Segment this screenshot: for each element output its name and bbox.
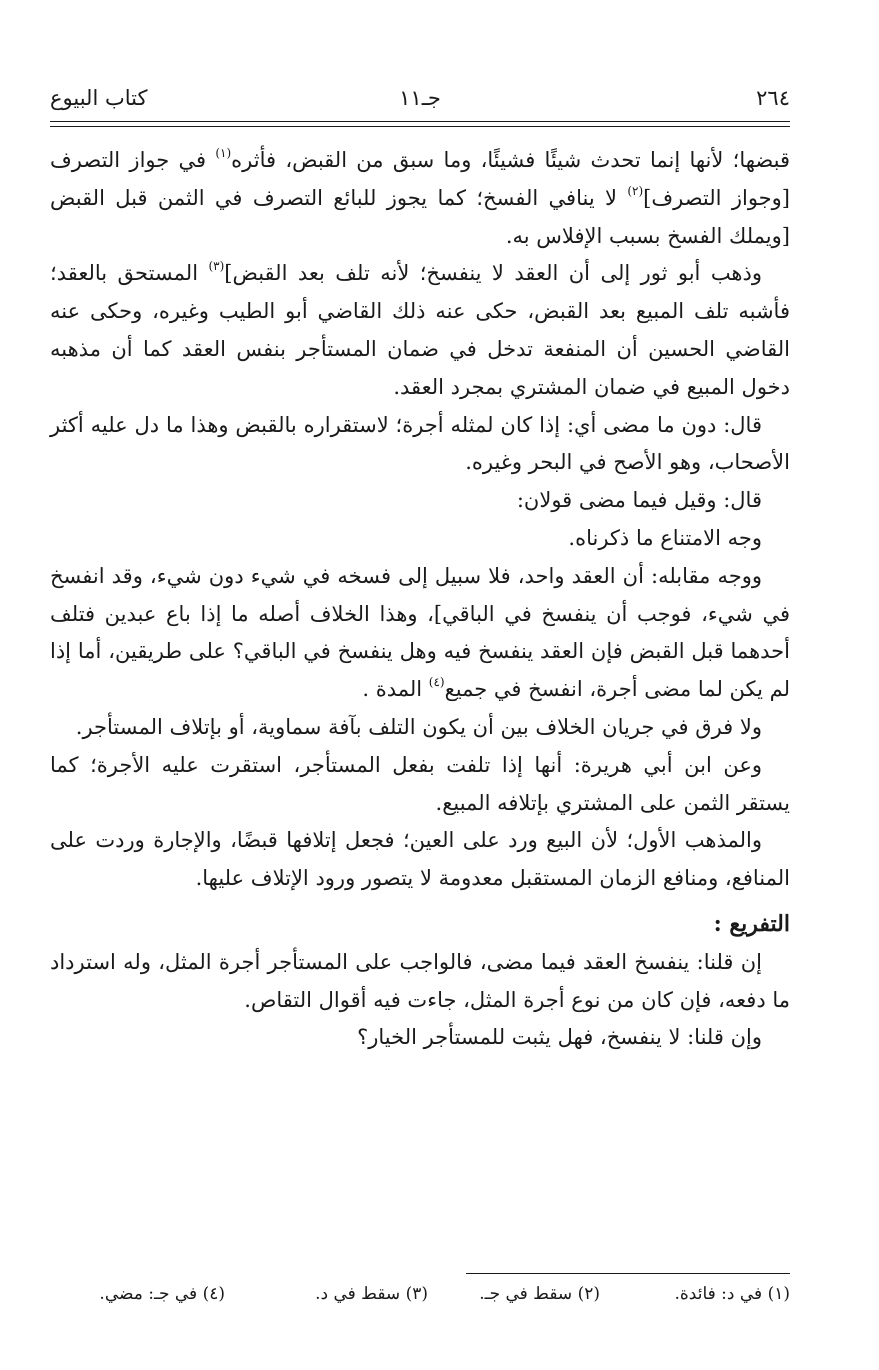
header-rule-bottom (50, 126, 790, 127)
paragraph-2: وذهب أبو ثور إلى أن العقد لا ينفسخ؛ لأنه تلف بعد القبض]$^{(٣)}$ المستحق بالعقد؛ فأشبه تلف المبيع بعد القبض، حكى عنه ذلك القاضي أبو الطيب وغيره، وحكى عنه القاضي الحسين أن المنفعة تدخل في ضمان المستأجر بنفس العقد كما أن مذهبه دخول المبيع في ضمان المشتري بمجرد العقد. (50, 259, 790, 399)
paragraph-3: قال: دون ما مضى أي: إذا كان لمثله أجرة؛ لاستقراره بالقبض وهذا ما دل عليه أكثر الأصحاب، وهو الأصح في البحر وغيره. (50, 412, 790, 475)
section-heading: التفريع : (713, 910, 790, 937)
paragraph-4: قال: وقيل فيما مضى قولان: (516, 488, 762, 513)
book-title: كتاب البيوع (50, 86, 148, 110)
footnote-ref-2: (٢) (627, 183, 644, 198)
paragraph-5: وجه الامتناع ما ذكرناه. (568, 525, 762, 550)
volume-label: جـ١١ (399, 86, 441, 110)
paragraph-8: وعن ابن أبي هريرة: أنها إذا تلفت بفعل المستأجر، استقرت عليه الأجرة؛ كما يستقر الثمن على المشتري بإتلافه المبيع. (50, 752, 790, 815)
paragraph-1: قبضها؛ لأنها إنما تحدث شيئًا فشيئًا، وما سبق من القبض، فأثره$^{(١)}$ في جواز التصرف [وجواز التصرف]$^{(٢)}$ لا ينافي الفسخ؛ كما يجوز للبائع التصرف في الثمن قبل القبض [ويملك الفسخ بسبب الإفلاس به. (50, 146, 790, 248)
paragraph-10: إن قلنا: ينفسخ العقد فيما مضى، فالواجب على المستأجر أجرة المثل، وله استرداد ما دفعه، فإن كان من نوع أجرة المثل، جاءت فيه أقوال التقاص. (50, 949, 790, 1012)
paragraph-7: ولا فرق في جريان الخلاف بين أن يكون التلف بآفة سماوية، أو بإتلاف المستأجر. (75, 714, 762, 739)
page-number: ٢٦٤ (756, 86, 790, 110)
footnote-ref-3: (٣) (208, 259, 225, 274)
footnote-3: (٣) سقط في د. (315, 1284, 428, 1304)
paragraph-9: والمذهب الأول؛ لأن البيع ورد على العين؛ فجعل إتلافها قبضًا، والإجارة وردت على المنافع، ومنافع الزمان المستقبل معدومة لا يتصور ورود الإتلاف عليها. (50, 828, 790, 891)
footnote-ref-1: (١) (215, 146, 232, 160)
header-rule-top (50, 121, 790, 122)
page-header (50, 86, 790, 116)
paragraph-6: ووجه مقابله: أن العقد واحد، فلا سبيل إلى فسخه في شيء دون شيء، وقد انفسخ في شيء، فوجب أن ينفسخ في الباقي]، وهذا الخلاف أصله ما إذا باع عبدين فتلف أحدهما قبل القبض فإن العقد ينفسخ فيه وهل ينفسخ في الباقي؟ على طريقين، أما إذا لم يكن لما مضى أجرة، انفسخ في جميع$^{(٤)}$ المدة . (50, 563, 790, 702)
footnotes (50, 1284, 790, 1314)
footnote-ref-4: (٤) (428, 675, 445, 690)
footnote-2: (٢) سقط في جـ. (479, 1284, 600, 1304)
footnote-1: (١) في د: فائدة. (674, 1284, 790, 1304)
paragraph-11: وإن قلنا: لا ينفسخ، فهل يثبت للمستأجر الخيار؟ (357, 1025, 762, 1050)
footnote-4: (٤) في جـ: مضي. (99, 1284, 225, 1304)
footnote-rule (466, 1273, 790, 1274)
main-text (50, 142, 790, 1057)
